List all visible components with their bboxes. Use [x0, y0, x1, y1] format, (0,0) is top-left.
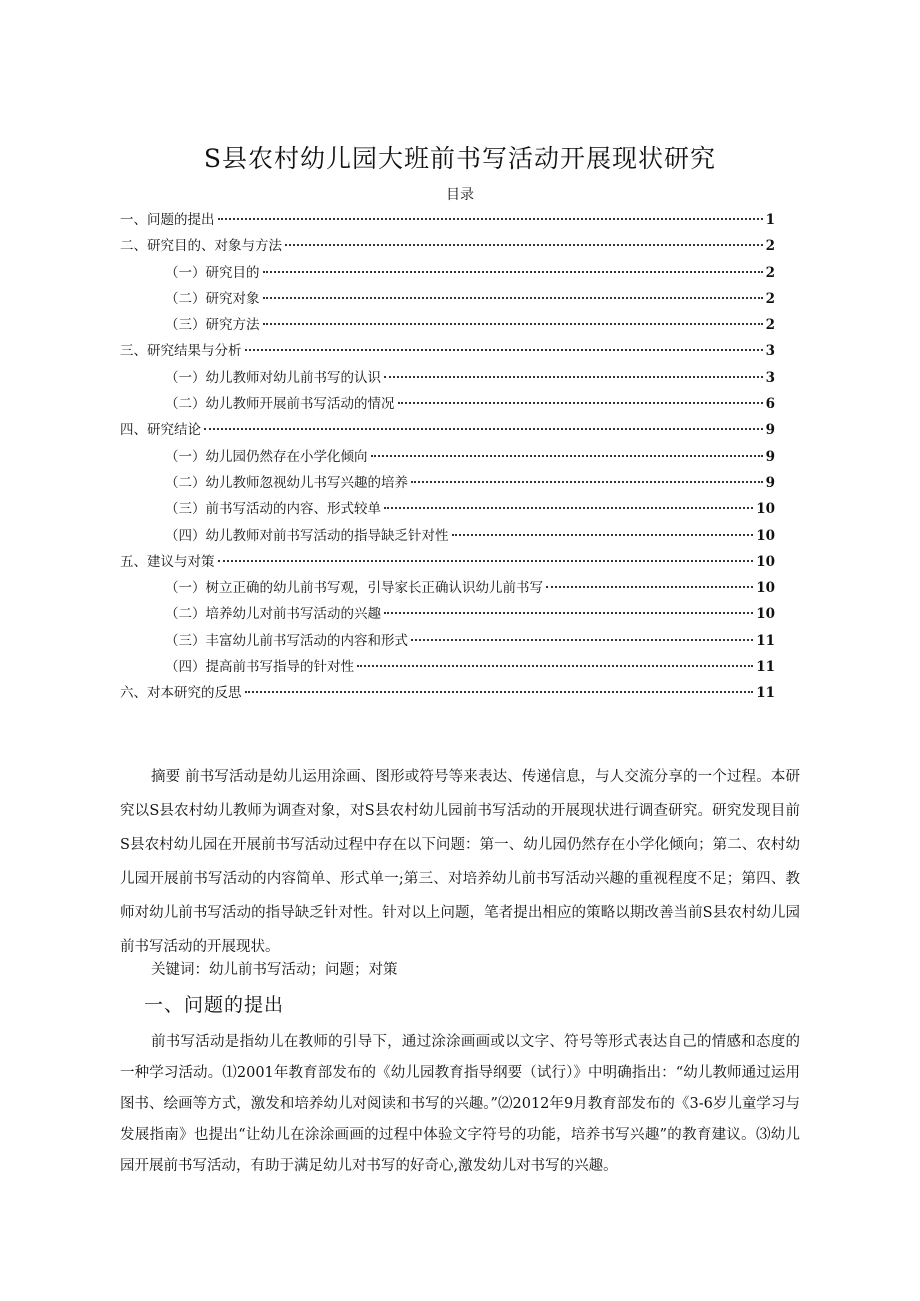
toc-entry-page: 2 — [765, 290, 775, 307]
toc-entry[interactable] — [120, 365, 775, 391]
toc-entry-page: 10 — [756, 553, 775, 570]
toc-entry-label: 二、研究目的、对象与方法 — [120, 238, 282, 255]
toc-entry-page: 10 — [756, 580, 775, 597]
toc-leader-dots — [263, 271, 763, 273]
toc-leader-dots — [452, 534, 754, 536]
body-paragraph: 前书写活动是指幼儿在教师的引导下，通过涂涂画画或以文字、符号等形式表达自己的情感和态度的一种学习活动。⑴2001年教育部发布的《幼儿园教育指导纲要（试行）》中明确指出：“幼儿教师通过运用图书、绘画等方式，激发和培养幼儿对阅读和书写的兴趣。”⑵2012年9月教育部发布的《3-6岁儿童学习与发展指南》也提出“让幼儿在涂涂画画的过程中体验文字符号的功能，培养书写兴趣”的教育建议。⑶幼儿园开展前书写活动，有助于满足幼儿对书写的好奇心,激发幼儿对书写的兴趣。 — [120, 1034, 800, 1174]
toc-entry-label: 五、建议与对策 — [120, 553, 215, 570]
toc-entry[interactable] — [120, 233, 775, 259]
toc-entry-page: 9 — [765, 448, 775, 465]
keywords-line: 关键词：幼儿前书写活动；问题；对策 — [151, 962, 398, 978]
toc-entry-page: 11 — [756, 685, 775, 702]
toc-entry[interactable] — [120, 654, 775, 680]
toc-entry-label: （三）研究方法 — [165, 317, 260, 334]
toc-leader-dots — [411, 481, 763, 483]
toc-leader-dots — [245, 691, 754, 693]
toc-entry-label: （四）提高前书写指导的针对性 — [165, 659, 354, 676]
toc-entry[interactable] — [120, 496, 775, 522]
toc-entry-page: 2 — [765, 238, 775, 255]
toc-entry[interactable] — [120, 207, 775, 233]
toc-entry-label: （一）幼儿园仍然存在小学化倾向 — [165, 448, 368, 465]
toc-entry[interactable] — [120, 680, 775, 706]
toc-leader-dots — [204, 428, 763, 430]
toc-entry-page: 2 — [765, 317, 775, 334]
toc-leader-dots — [245, 349, 763, 351]
toc-entry-label: 四、研究结论 — [120, 422, 201, 439]
toc-entry[interactable] — [120, 391, 775, 417]
toc-entry-page: 6 — [765, 396, 775, 413]
toc-leader-dots — [218, 560, 754, 562]
toc-entry-page: 3 — [765, 343, 775, 360]
toc-leader-dots — [218, 218, 763, 220]
toc-entry-page: 10 — [756, 501, 775, 518]
toc-entry[interactable] — [120, 601, 775, 627]
toc-entry-label: 三、研究结果与分析 — [120, 343, 242, 360]
toc-leader-dots — [263, 323, 763, 325]
toc-entry-label: （二）研究对象 — [165, 290, 260, 307]
toc-entry-label: 一、问题的提出 — [120, 212, 215, 228]
toc-entry-page: 10 — [756, 527, 775, 544]
toc-entry-page: 3 — [765, 369, 775, 386]
table-of-contents — [120, 207, 775, 707]
toc-entry-page: 11 — [756, 632, 775, 649]
toc-leader-dots — [384, 376, 763, 378]
abstract-paragraph: 摘要 前书写活动是幼儿运用涂画、图形或符号等来表达、传递信息，与人交流分享的一个过程。本研究以S县农村幼儿教师为调查对象，对S县农村幼儿园前书写活动的开展现状进行调查研究。研究发现目前S县农村幼儿园在开展前书写活动过程中存在以下问题：第一、幼儿园仍然存在小学化倾向；第二、农村幼儿园开展前书写活动的内容简单、形式单一;第三、对培养幼儿前书写活动兴趣的重视程度不足；第四、教师对幼儿前书写活动的指导缺乏针对性。针对以上问题，笔者提出相应的策略以期改善当前S县农村幼儿园前书写活动的开展现状。 — [120, 769, 800, 955]
toc-entry[interactable] — [120, 312, 775, 338]
toc-entry[interactable] — [120, 628, 775, 654]
toc-entry-page: 10 — [756, 606, 775, 623]
toc-entry[interactable] — [120, 260, 775, 286]
toc-entry[interactable] — [120, 338, 775, 364]
toc-leader-dots — [398, 402, 763, 404]
toc-heading: 目录 — [446, 187, 474, 203]
toc-entry[interactable] — [120, 523, 775, 549]
toc-leader-dots — [411, 639, 753, 641]
toc-entry-label: （一）树立正确的幼儿前书写观，引导家长正确认识幼儿前书写 — [165, 580, 543, 597]
toc-leader-dots — [357, 665, 753, 667]
toc-entry-label: （三）丰富幼儿前书写活动的内容和形式 — [165, 632, 408, 649]
toc-entry[interactable] — [120, 549, 775, 575]
toc-entry-page: 9 — [765, 474, 775, 491]
toc-entry-label: （三）前书写活动的内容、形式较单 — [165, 501, 381, 518]
toc-entry[interactable] — [120, 444, 775, 470]
toc-leader-dots — [384, 612, 753, 614]
toc-entry-label: （二）幼儿教师开展前书写活动的情况 — [165, 396, 395, 413]
toc-entry[interactable] — [120, 286, 775, 312]
toc-entry-page: 9 — [765, 422, 775, 439]
toc-entry[interactable] — [120, 575, 775, 601]
toc-leader-dots — [285, 244, 763, 246]
toc-entry[interactable] — [120, 470, 775, 496]
toc-entry-label: （一）幼儿教师对幼儿前书写的认识 — [165, 369, 381, 386]
toc-entry-label: （二）培养幼儿对前书写活动的兴趣 — [165, 606, 381, 623]
toc-entry-label: 六、对本研究的反思 — [120, 685, 242, 702]
toc-entry-label: （二）幼儿教师忽视幼儿书写兴趣的培养 — [165, 474, 408, 491]
document-title: S县农村幼儿园大班前书写活动开展现状研究 — [203, 144, 717, 173]
toc-leader-dots — [384, 507, 753, 509]
section-heading: 一、问题的提出 — [144, 994, 285, 1016]
toc-entry-label: （四）幼儿教师对前书写活动的指导缺乏针对性 — [165, 527, 449, 544]
toc-leader-dots — [263, 297, 763, 299]
toc-entry-page: 2 — [765, 264, 775, 281]
toc-entry-page: 11 — [756, 659, 775, 676]
toc-entry[interactable] — [120, 417, 775, 443]
toc-entry-label: （一）研究目的 — [165, 264, 260, 281]
toc-entry-page: 1 — [765, 212, 775, 228]
toc-leader-dots — [546, 586, 753, 588]
toc-leader-dots — [371, 455, 763, 457]
